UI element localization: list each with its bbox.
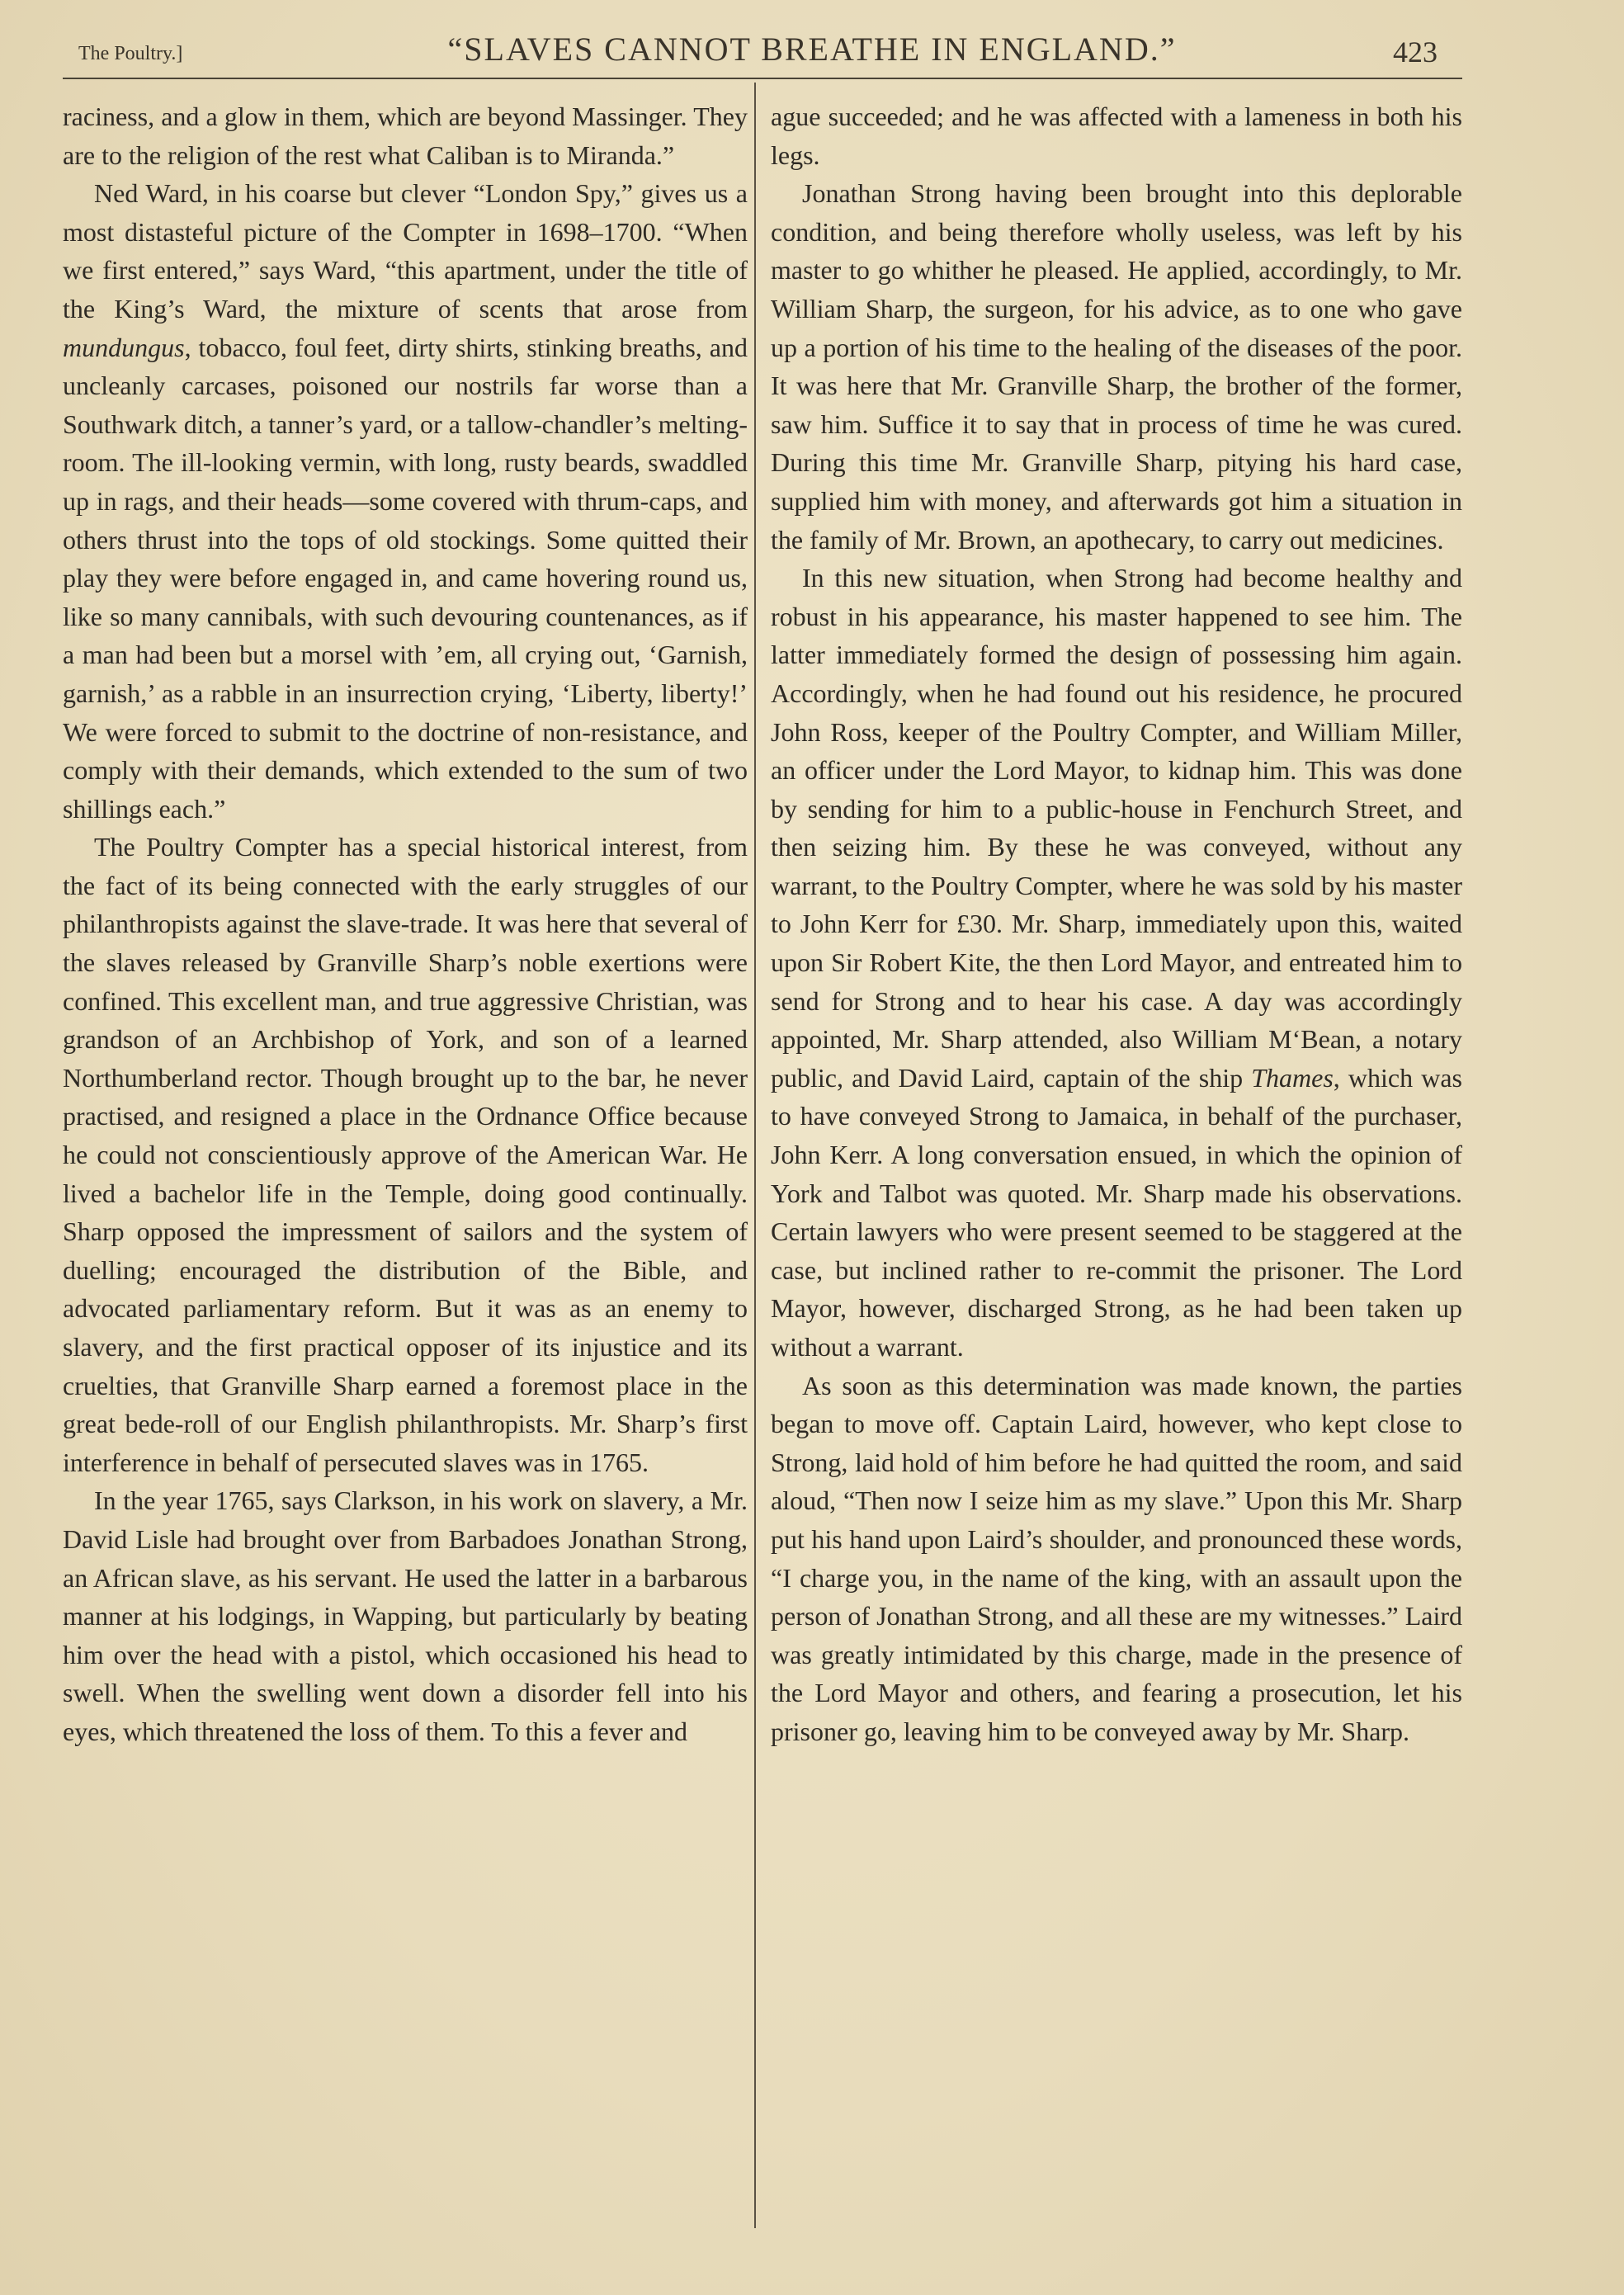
page-header: [0, 25, 1624, 83]
italic-word: mundungus: [63, 332, 185, 362]
paragraph: The Poultry Compter has a special historical interest, from the fact of its being connected with the early struggles of our philanthropists against the slave-trade. It was here that several of the slaves released by Granville Sharp’s noble exertions were confined. This excellent man, and true aggressive Christian, was grandson of an Archbishop of York, and son of a learned Northumberland rector. Though brought up to the bar, he never practised, and resigned a place in the Ordnance Office because he could not conscientiously approve of the American War. He lived a bachelor life in the Temple, doing good continually. Sharp opposed the impressment of sailors and the system of duelling; encouraged the distribution of the Bible, and advocated parliamentary reform. But it was as an enemy to slavery, and the first practical opposer of its injustice and its cruelties, that Granville Sharp earned a foremost place in the great bede-roll of our English philanthropists. Mr. Sharp’s first interference in behalf of persecuted slaves was in 1765.: [63, 832, 748, 1477]
page-title: “SLAVES CANNOT BREATHE IN ENGLAND.”: [447, 31, 1177, 68]
paragraph: Jonathan Strong having been brought into this deplorable condition, and being therefore wholly useless, was left by his master to go whither he pleased. He applied, accordingly, to Mr. William Sharp, the surgeon, for his advice, as to one who gave up a portion of his time to the healing of the diseases of the poor. It was here that Mr. Granville Sharp, the brother of the former, saw him. Suffice it to say that in process of time he was cured. During this time Mr. Granville Sharp, pitying his hard case, supplied him with money, and afterwards got him a situation in the family of Mr. Brown, an apothecary, to carry out medicines.: [771, 178, 1462, 555]
paragraph: In the year 1765, says Clarkson, in his work on slavery, a Mr. David Lisle had brought over from Barbadoes Jonathan Strong, an African slave, as his servant. He used the latter in a barbarous manner at his lodgings, in Wapping, but particularly by beating him over the head with a pistol, which occasioned his head to swell. When the swelling went down a disorder fell into his eyes, which threatened the loss of them. To this a fever and: [63, 1485, 748, 1746]
paragraph: In this new situation, when Strong had become healthy and robust in his appearance, his master happened to see him. The latter immediately formed the design of possessing him again. Accordingly, when he had found out his residence, he procured John Ross, keeper of the Poultry Compter, and William Miller, an officer under the Lord Mayor, to kidnap him. This was done by sending for him to a public-house in Fenchurch Street, and then seizing him. By these he was conveyed, without any warrant, to the Poultry Compter, where he was sold by his master to John Kerr for £30. Mr. Sharp, immediately upon this, waited upon Sir Robert Kite, the then Lord Mayor, and entreated him to send for Strong and to hear his case. A day was accordingly appointed, Mr. Sharp attended, also William M‘Bean, a notary public, and David Laird, captain of the ship Thames, which was to have conveyed Strong to Jamaica, in behalf of the purchaser, John Kerr. A long conversation ensued, in which the opinion of York and Talbot was quoted. Mr. Sharp made his observations. Certain lawyers who were present seemed to be staggered at the case, but inclined rather to re-commit the prisoner. The Lord Mayor, however, discharged Strong, as he had been taken up without a warrant.: [771, 563, 1463, 1362]
paragraph: As soon as this determination was made known, the parties began to move off. Captain Laird, however, who kept close to Strong, laid hold of him before he had quitted the room, and said aloud, “Then now I seize him as my slave.” Upon this Mr. Sharp put his hand upon Laird’s shoulder, and pronounced these words, “I charge you, in the name of the king, with an assault upon the person of Jonathan Strong, and all these are my witnesses.” Laird was greatly intimidated by this charge, made in the presence of the Lord Mayor and others, and fearing a prosecution, let his prisoner go, leaving him to be conveyed away by Mr. Sharp.: [771, 1370, 1462, 1746]
running-head: The Poultry.]: [78, 43, 183, 64]
paragraph: Ned Ward, in his coarse but clever “London Spy,” gives us a most distasteful picture of the Compter in 1698–1700. “When we first entered,” says Ward, “this apartment, under the title of the King’s Ward, the mixture of scents that arose from mundungus, tobacco, foul feet, dirty shirts, stinking breaths, and uncleanly carcases, poisoned our nostrils far worse than a Southwark ditch, a tanner’s yard, or a tallow-chandler’s melting-room. The ill-looking vermin, with long, rusty beards, swaddled up in rags, and their heads—some covered with thrum-caps, and others thrust into the tops of old stockings. Some quitted their play they were before engaged in, and came hovering round us, like so many cannibals, with such devouring countenances, as if a man had been but a morsel with ’em, all crying out, ‘Garnish, garnish,’ as a rabble in an insurrection crying, ‘Liberty, liberty!’ We were forced to submit to the doctrine of non-resistance, and comply with their demands, which extended to the sum of two shillings each.”: [63, 178, 748, 824]
italic-word: Thames: [1251, 1062, 1334, 1093]
paragraph: raciness, and a glow in them, which are beyond Massinger. They are to the religion of the rest what Caliban is to Miranda.”: [63, 102, 748, 170]
header-rule: [63, 78, 1462, 79]
paragraph: ague succeeded; and he was affected with a lameness in both his legs.: [771, 102, 1462, 170]
column-divider: [754, 83, 756, 2228]
right-column: [771, 97, 1462, 1751]
page-number: 423: [1393, 35, 1438, 68]
left-column: [63, 97, 748, 1751]
